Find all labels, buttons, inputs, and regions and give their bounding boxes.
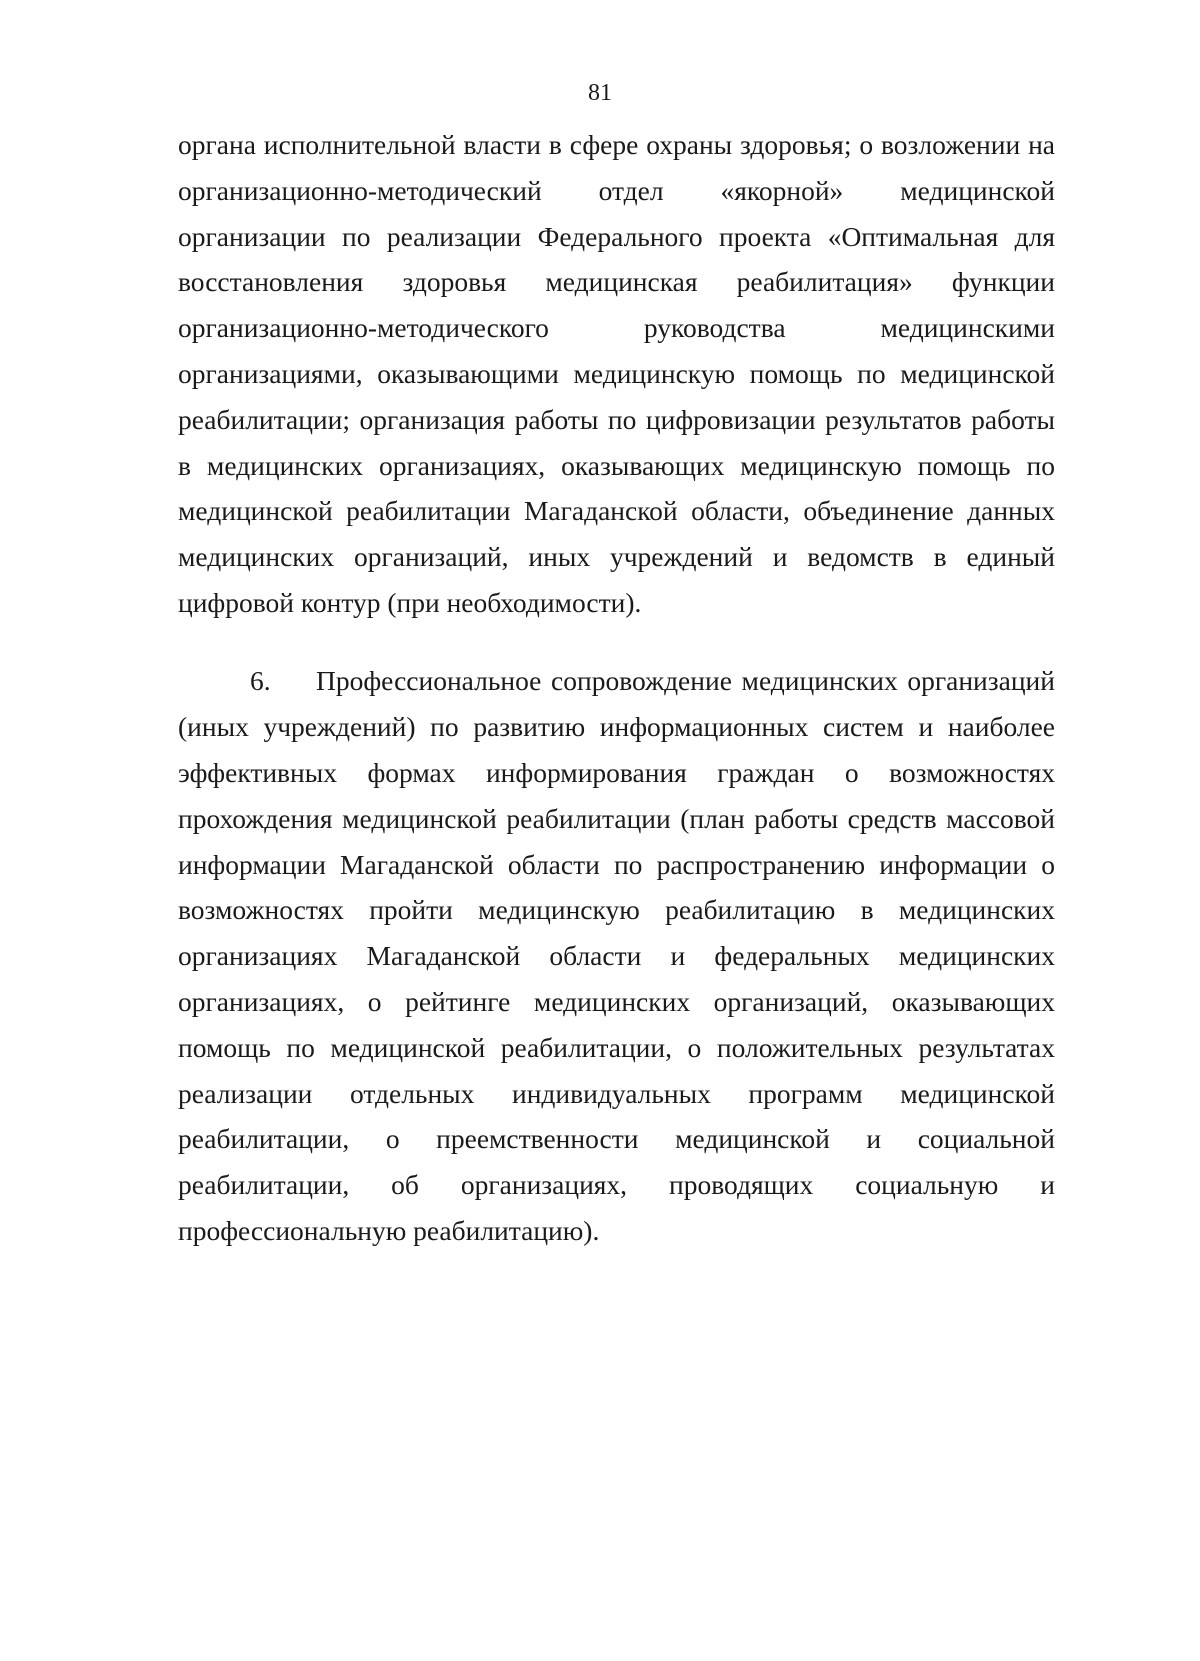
text-line: реабилитации, об организациях, проводящих социальную и xyxy=(178,1169,1055,1200)
text-line: помощь по медицинской реабилитации, о положительных результатах xyxy=(178,1032,1055,1063)
text-line: организации по реализации Федерального проекта «Оптимальная для xyxy=(178,221,1055,252)
text-line: восстановления здоровья медицинская реабилитация» функции xyxy=(178,266,1055,297)
text-line: (иных учреждений) по развитию информационных систем и наиболее xyxy=(178,711,1055,742)
text-line: организациях Магаданской области и федеральных медицинских xyxy=(178,940,1055,971)
text-line: реализации отдельных индивидуальных программ медицинской xyxy=(178,1078,1055,1109)
text-line: организационно-методического руководства медицинскими xyxy=(178,312,1055,343)
text-line: органа исполнительной власти в сфере охраны здоровья; о возложении на xyxy=(178,129,1055,160)
text-line: прохождения медицинской реабилитации (план работы средств массовой xyxy=(178,803,1055,834)
text-line: профессиональную реабилитацию). xyxy=(178,1215,600,1246)
text-line: организациях, о рейтинге медицинских организаций, оказывающих xyxy=(178,986,1055,1017)
text-line: реабилитации, о преемственности медицинской и социальной xyxy=(178,1123,1055,1154)
page-number: 81 xyxy=(588,80,612,106)
text-line: в медицинских организациях, оказывающих медицинскую помощь по xyxy=(178,450,1055,481)
text-line: организациями, оказывающими медицинскую помощь по медицинской xyxy=(178,358,1055,389)
paragraph-6-first-line xyxy=(178,664,1055,698)
text-line: эффективных формах информирования граждан о возможностях xyxy=(178,757,1055,788)
text-line: возможностях пройти медицинскую реабилитацию в медицинских xyxy=(178,894,1055,925)
text-line: медицинской реабилитации Магаданской области, объединение данных xyxy=(178,495,1055,526)
text-line: реабилитации; организация работы по цифровизации результатов работы xyxy=(178,404,1055,435)
text-line: цифровой контур (при необходимости). xyxy=(178,587,642,618)
paragraph-number: 6. xyxy=(250,665,271,696)
text-line: медицинских организаций, иных учреждений и ведомств в единый xyxy=(178,541,1055,572)
text-line: информации Магаданской области по распространению информации о xyxy=(178,849,1055,880)
text-line: Профессиональное сопровождение медицинских организаций xyxy=(316,665,1055,696)
text-line: организационно-методический отдел «якорной» медицинской xyxy=(178,175,1055,206)
